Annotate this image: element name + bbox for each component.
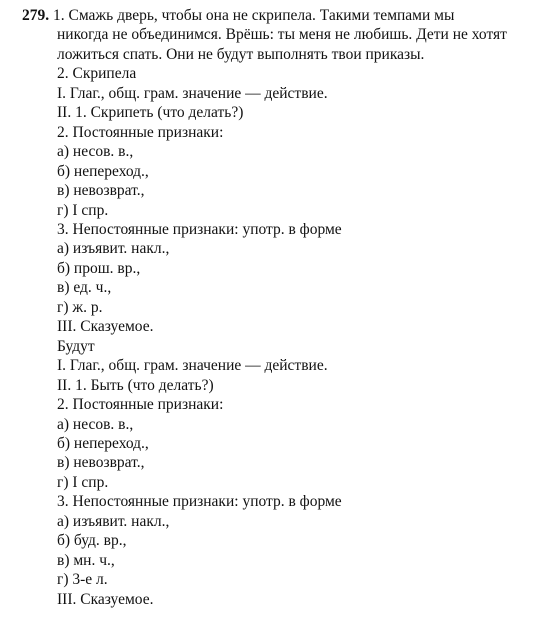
analysis-line: а) несов. в., bbox=[57, 143, 134, 161]
analysis-line: I. Глаг., общ. грам. значение — действие. bbox=[57, 357, 328, 375]
analysis-line: г) ж. р. bbox=[57, 298, 103, 316]
analysis-line: в) мн. ч., bbox=[57, 551, 115, 569]
analysis-line: б) непереход., bbox=[57, 434, 149, 452]
analysis-line: II. 1. Быть (что делать?) bbox=[57, 376, 214, 394]
analysis-line: III. Сказуемое. bbox=[57, 590, 154, 608]
analysis-line: г) I спр. bbox=[57, 473, 109, 491]
analysis-line: 3. Непостоянные признаки: употр. в форме bbox=[57, 220, 342, 238]
analysis-line: а) изъявит. накл., bbox=[57, 240, 170, 258]
analysis-line: б) прош. вр., bbox=[57, 259, 141, 277]
analysis-line: г) I спр. bbox=[57, 201, 109, 219]
exercise-intro-rest: никогда не объединимся. Врёшь: ты меня не любишь. Дети не хотят ложиться спать. Они не будут выполнять твои приказы. bbox=[57, 26, 507, 63]
analysis-line: б) буд. вр., bbox=[57, 532, 127, 550]
analysis-line: I. Глаг., общ. грам. значение — действие. bbox=[57, 84, 328, 102]
analysis-line: 2. Постоянные признаки: bbox=[57, 123, 224, 141]
analysis-line: г) 3-е л. bbox=[57, 571, 108, 589]
analysis-line: Будут bbox=[57, 337, 95, 355]
analysis-line: 2. Постоянные признаки: bbox=[57, 396, 224, 414]
exercise-block bbox=[22, 6, 534, 609]
analysis-line: в) невозврат., bbox=[57, 182, 145, 200]
analysis-lines bbox=[22, 64, 534, 609]
analysis-line: а) изъявит. накл., bbox=[57, 512, 170, 530]
exercise-intro-first-line: 1. Смажь дверь, чтобы она не скрипела. Такими темпами мы bbox=[49, 7, 455, 24]
analysis-line: а) несов. в., bbox=[57, 415, 134, 433]
analysis-line: в) ед. ч., bbox=[57, 279, 112, 297]
exercise-intro bbox=[22, 6, 534, 64]
analysis-line: 3. Непостоянные признаки: употр. в форме bbox=[57, 493, 342, 511]
exercise-first-line bbox=[22, 6, 534, 25]
analysis-line: II. 1. Скрипеть (что делать?) bbox=[57, 104, 244, 122]
analysis-line: III. Сказуемое. bbox=[57, 318, 154, 336]
analysis-line: в) невозврат., bbox=[57, 454, 145, 472]
analysis-line: б) непереход., bbox=[57, 162, 149, 180]
exercise-number: 279. bbox=[22, 7, 50, 24]
analysis-line: 2. Скрипела bbox=[57, 65, 137, 83]
